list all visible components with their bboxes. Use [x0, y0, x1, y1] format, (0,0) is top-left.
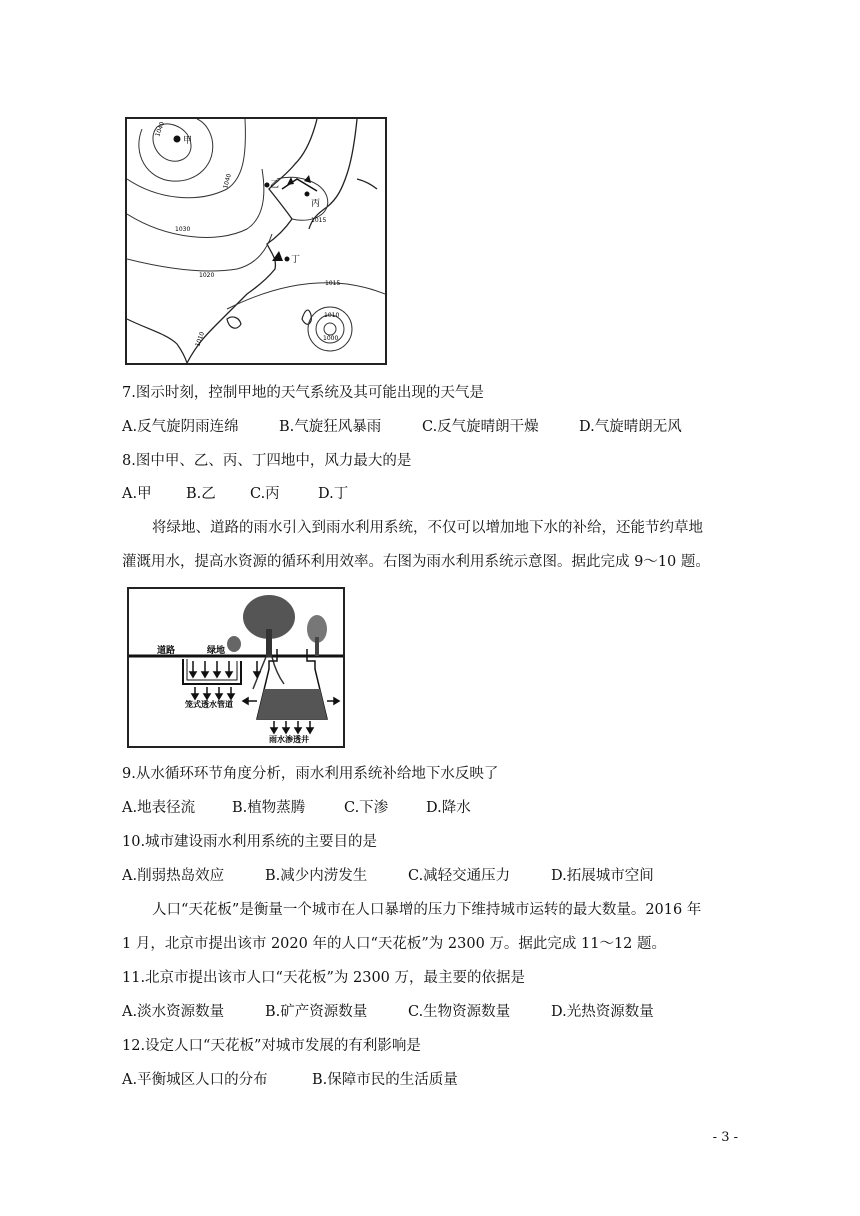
- isobar-label: 1010: [324, 312, 340, 319]
- q11-options: [122, 1002, 654, 1022]
- q11-option-a[interactable]: A.淡水资源数量: [122, 1004, 225, 1020]
- isobar-label: 1030: [175, 226, 191, 233]
- isobar-label: 1040: [222, 172, 233, 190]
- q7-option-a[interactable]: A.反气旋阴雨连绵: [122, 419, 239, 435]
- q8-stem: 8.图中甲、乙、丙、丁四地中，风力最大的是: [122, 453, 412, 469]
- q7-option-b[interactable]: B.气旋狂风暴雨: [279, 419, 382, 435]
- rainwater-diagram-svg: [129, 589, 343, 746]
- q10-option-b[interactable]: B.减少内涝发生: [265, 868, 368, 884]
- passage2-line2: 1 月，北京市提出该市 2020 年的人口“天花板”为 2300 万。据此完成 11～12 题。: [122, 936, 667, 952]
- passage1-line1: 将绿地、道路的雨水引入到雨水利用系统，不仅可以增加地下水的补给，还能节约草地: [152, 520, 703, 536]
- q10-option-a[interactable]: A.削弱热岛效应: [122, 868, 225, 884]
- q9-option-b[interactable]: B.植物蒸腾: [232, 800, 306, 816]
- q7-option-d[interactable]: D.气旋晴朗无风: [579, 419, 682, 435]
- label-ding: 丁: [291, 255, 301, 265]
- q12-option-b[interactable]: B.保障市民的生活质量: [312, 1072, 458, 1088]
- point-bing: [305, 192, 310, 197]
- label-well: 雨水渗透井: [269, 735, 309, 744]
- q8-option-b[interactable]: B.乙: [186, 486, 216, 502]
- label-road: 道路: [157, 646, 176, 656]
- q9-option-a[interactable]: A.地表径流: [122, 800, 196, 816]
- q10-option-d[interactable]: D.拓展城市空间: [551, 868, 654, 884]
- q9-option-c[interactable]: C.下渗: [344, 800, 389, 816]
- q10-options: [122, 866, 654, 886]
- label-pipe: 笼式透水管道: [185, 700, 233, 709]
- q11-option-d[interactable]: D.光热资源数量: [551, 1004, 654, 1020]
- isobar-label: 1015: [311, 217, 327, 224]
- q7-options: [122, 417, 682, 437]
- q12-option-a[interactable]: A.平衡城区人口的分布: [122, 1072, 268, 1088]
- q12-options: [122, 1070, 458, 1090]
- q8-options: [122, 484, 348, 504]
- q10-stem: 10.城市建设雨水利用系统的主要目的是: [122, 834, 378, 850]
- isobar-label: 1020: [199, 272, 215, 279]
- q11-stem: 11.北京市提出该市人口“天花板”为 2300 万，最主要的依据是: [122, 970, 526, 986]
- point-jia: [174, 136, 181, 143]
- q11-option-b[interactable]: B.矿产资源数量: [265, 1004, 368, 1020]
- label-jia: 甲: [183, 136, 193, 146]
- q9-stem: 9.从水循环环节角度分析，雨水利用系统补给地下水反映了: [122, 766, 499, 782]
- q8-option-d[interactable]: D.丁: [318, 486, 349, 502]
- rainwater-diagram: [127, 587, 345, 748]
- q9-options: [122, 798, 471, 818]
- q8-option-c[interactable]: C.丙: [250, 486, 280, 502]
- q7-option-c[interactable]: C.反气旋晴朗干燥: [422, 419, 539, 435]
- q10-option-c[interactable]: C.减轻交通压力: [408, 868, 511, 884]
- passage1-line2: 灌溉用水，提高水资源的循环利用效率。右图为雨水利用系统示意图。据此完成 9～10 题。: [122, 554, 710, 570]
- label-greenland: 绿地: [207, 646, 226, 656]
- point-yi: [265, 183, 270, 188]
- isobar-map: [125, 117, 387, 365]
- page-number: - 3 -: [712, 1130, 738, 1145]
- isobar-map-svg: [127, 119, 385, 363]
- point-ding: [285, 257, 290, 262]
- isobar-label: 1000: [323, 335, 339, 342]
- q8-option-a[interactable]: A.甲: [122, 486, 152, 502]
- q11-option-c[interactable]: C.生物资源数量: [408, 1004, 511, 1020]
- isobar-label: 1010: [194, 330, 207, 348]
- isobar-label: 1015: [325, 280, 341, 287]
- q12-stem: 12.设定人口“天花板”对城市发展的有利影响是: [122, 1038, 421, 1054]
- passage2-line1: 人口“天花板”是衡量一个城市在人口暴增的压力下维持城市运转的最大数量。2016 年: [152, 902, 702, 918]
- label-bing: 丙: [311, 199, 321, 209]
- q7-stem: 7.图示时刻，控制甲地的天气系统及其可能出现的天气是: [122, 385, 484, 401]
- isobar-label: 1040: [154, 120, 167, 138]
- q9-option-d[interactable]: D.降水: [426, 800, 471, 816]
- label-yi: 乙: [270, 180, 280, 190]
